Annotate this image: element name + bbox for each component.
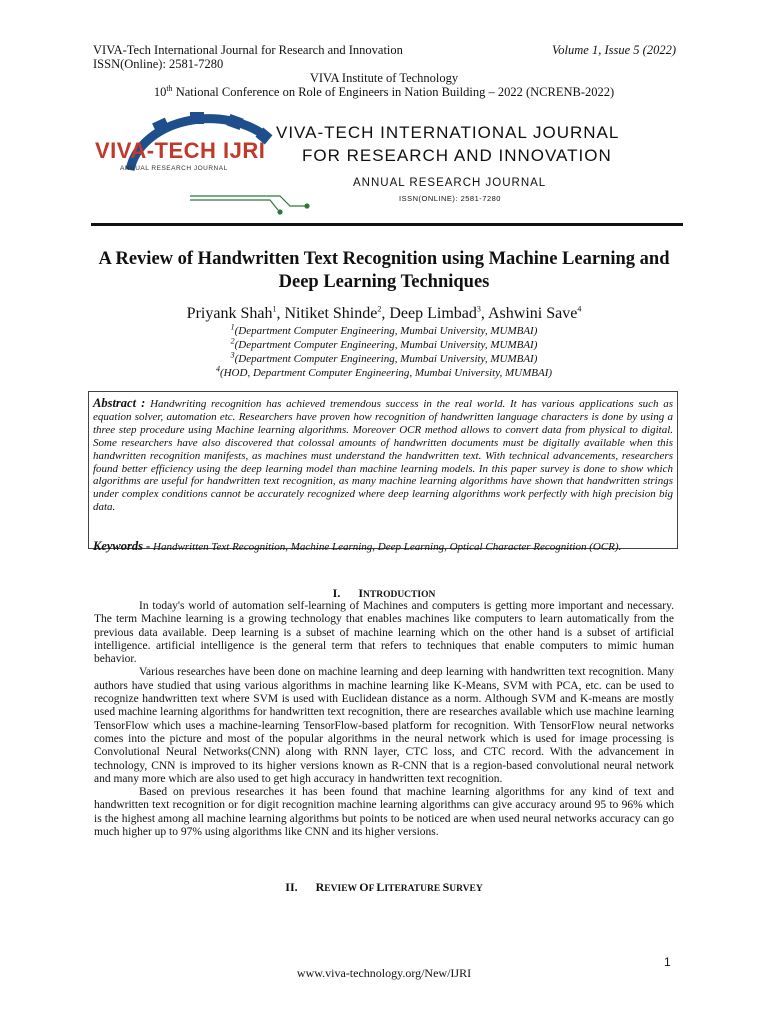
logo-issn: ISSN(ONLINE): 2581-7280 (399, 194, 501, 203)
logo-title-line2: FOR RESEARCH AND INNOVATION (302, 146, 612, 165)
abstract (93, 397, 673, 514)
affiliation: $^2$(Department Computer Engineering, Mumbai University, MUMBAI) (230, 336, 538, 351)
logo-badge-sub: ANNUAL RESEARCH JOURNAL (120, 165, 228, 172)
page-number: 1 (664, 955, 671, 969)
author: Deep Limbad (389, 305, 477, 322)
introduction-body (94, 600, 674, 839)
keywords-text: Handwritten Text Recognition, Machine Learning, Deep Learning, Optical Character Recognition (OCR). (153, 541, 622, 553)
author: Priyank Shah (186, 305, 273, 322)
keywords (93, 540, 673, 554)
section-heading-introduction: I. INTRODUCTION (332, 586, 436, 600)
paragraph: Based on previous researches it has been found that machine learning algorithms for any kind of text and handwritten text recognition or for digit recognition machine learning algorithms can give accuracy around 95 to 96% which is the highest among all machine learning algorithms but points to be noticed are when used neural networks accuracy can go much higher up to 97% using algorithms like CNN and its higher versions. (94, 786, 674, 839)
footer-url[interactable]: www.viva-technology.org/New/IJRI (296, 966, 472, 980)
author-list: Priyank Shah$^1$, Nitiket Shinde$^2$, Deep Limbad$^3$, Ashwini Save$^4$ (186, 304, 582, 322)
affiliation: $^3$(Department Computer Engineering, Mumbai University, MUMBAI) (230, 350, 538, 365)
logo-subtitle: ANNUAL RESEARCH JOURNAL (353, 177, 547, 189)
affiliation: $^1$(Department Computer Engineering, Mumbai University, MUMBAI) (230, 322, 538, 337)
volume-issue: Volume 1, Issue 5 (2022) (552, 43, 676, 57)
author: Ashwini Save (488, 305, 578, 322)
issn-header: ISSN(Online): 2581-7280 (93, 57, 224, 71)
abstract-label: Abstract : (93, 396, 146, 410)
logo-title-line1: VIVA-TECH INTERNATIONAL JOURNAL (276, 123, 620, 142)
journal-header-line: VIVA-Tech International Journal for Research and Innovation (93, 43, 403, 57)
logo-badge-text: VIVA-TECH IJRI (95, 138, 266, 163)
author: Nitiket Shinde (284, 305, 378, 322)
affiliation: $^4$(HOD, Department Computer Engineering, Mumbai University, MUMBAI) (215, 364, 553, 379)
keywords-label: Keywords - (93, 539, 151, 553)
paragraph: In today's world of automation self-learning of Machines and computers is getting more important and necessary. The term Machine learning is a growing technology that enables machines like computers to learn automatically from the previous data available. Deep learning is a subset of machine learning which on the other hand is a subset of artificial intelligence. artificial intelligence is the general term that refers to techniques that enable computers to mimic human behavior. (94, 600, 674, 666)
conference-line: 10th National Conference on Role of Engineers in Nation Building – 2022 (NCRENB-2022) (153, 83, 615, 99)
abstract-text: Handwriting recognition has achieved tremendous success in the real world. It has various applications such as equation solver, automation etc. Researchers have proven how recognition of handwritten language characters is done by using a three step procedure using Machine learning algorithms. Moreover OCR method allows to convert data from physical to digital. Some researchers have also discovered that colossal amounts of handwritten documents must be digitally available when this handwritten recognition manifests, as machines must understand the handwritten text. With technical advancements, researchers found better efficiency using the deep learning model than machine learning models. In this paper survey is done to show which algorithms are useful for handwritten text recognition, as many machine learning algorithms have shown that handwritten strings under complex conditions cannot be accurately recognized where deep learning algorithms work perfectly with high precision big data. (93, 398, 674, 514)
header-divider (91, 223, 683, 226)
paper-title: A Review of Handwritten Text Recognition using Machine Learning and Deep Learning Techniques (98, 249, 670, 292)
paragraph: Various researches have been done on machine learning and deep learning with handwritten text recognition. Many authors have studied that using various algorithms in machine learning like K-Means, SVM with PCA, etc. can be used to recognize handwritten text where SVM is used with Euclidean distance as a norm. Although SVM and K-means are mostly used machine learning algorithms for handwritten text recognition, there are researches available which use machine learning TensorFlow which uses a machine-learning TensorFlow-based platform for recognition. With TensorFlow neural networks comes into the picture and most of the popular algorithms in the neural network which is used for image processing is Convolutional Neural Networks(CNN) along with RNN layer, CTC loss, and CTC record. With the advancement in technology, CNN is improved to its higher versions known as R-CNN that is a region-based convolutional neural network and many more which are also used to get high accuracy in handwritten text recognition. (94, 666, 674, 785)
section-heading-review: II. REVIEW OF LITERATURE SURVEY (285, 880, 483, 894)
institute-name: VIVA Institute of Technology (309, 71, 459, 85)
